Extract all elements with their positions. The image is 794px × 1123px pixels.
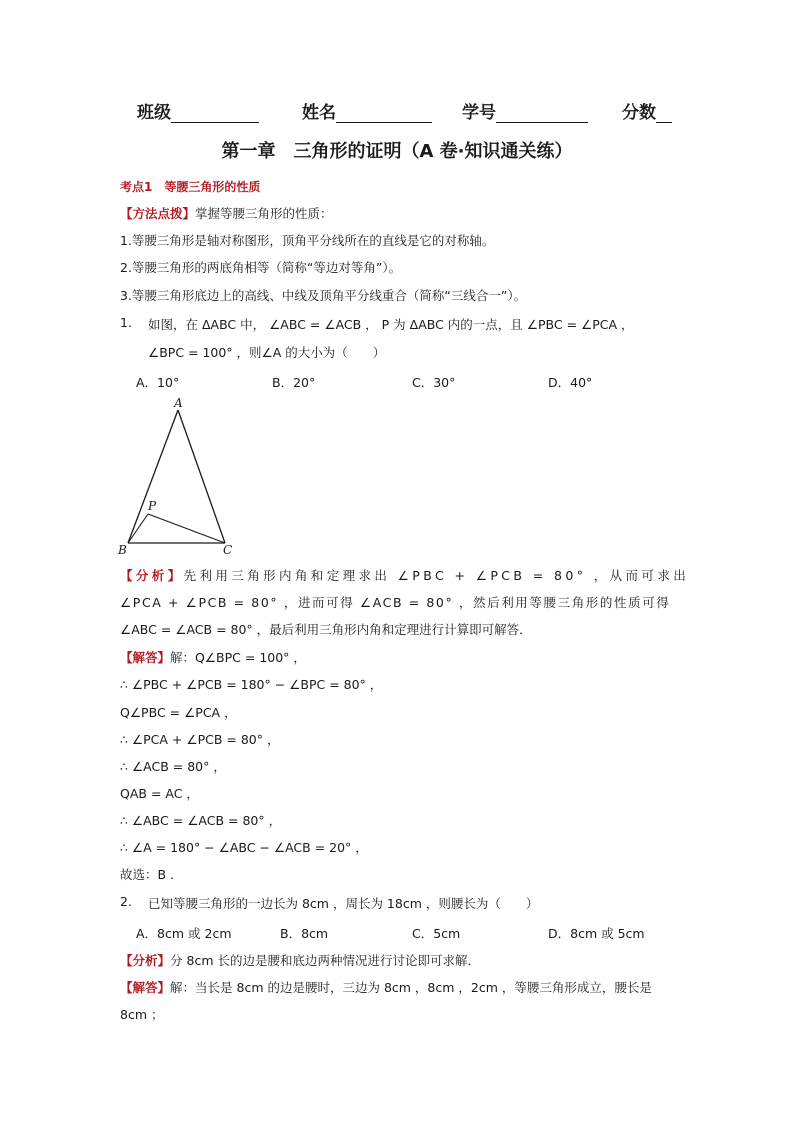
- q1-analysis-tag: 【分析】: [120, 568, 184, 583]
- kaodian-heading: 考点1 等腰三角形的性质: [120, 180, 261, 194]
- student-id-blank[interactable]: [496, 102, 588, 123]
- q1-analysis-line3: ∠ABC = ∠ACB = 80° ，最后利用三角形内角和定理进行计算即可解答．: [120, 622, 532, 637]
- q2-option-b[interactable]: B．8cm: [280, 926, 329, 941]
- q2-solution-text1: 解：当长是 8cm 的边是腰时，三边为 8cm ，8cm ，2cm ，等腰三角形成立，腰长是: [170, 980, 652, 995]
- q1-solution-line3: Q∠PBC = ∠PCA ，: [120, 705, 237, 720]
- q1-solution-line8: ∴ ∠A = 180° − ∠ABC − ∠ACB = 20° ，: [120, 840, 368, 855]
- q1-option-a[interactable]: A．10°: [136, 375, 180, 390]
- q1-solution-line9: 故选：B ．: [120, 867, 183, 882]
- q1-solution-line2: ∴ ∠PBC + ∠PCB = 180° − ∠BPC = 80° ，: [120, 677, 383, 692]
- name-blank[interactable]: [336, 102, 432, 123]
- method-point-1: 1.等腰三角形是轴对称图形，顶角平分线所在的直线是它的对称轴。: [120, 233, 495, 248]
- method-line: [120, 204, 333, 222]
- student-id-field: [462, 98, 588, 123]
- student-id-label: 学号: [462, 103, 496, 123]
- q1-analysis-line1: [120, 566, 689, 584]
- q1-solution-line5: ∴ ∠ACB = 80° ，: [120, 759, 226, 774]
- segment-bp: [128, 514, 148, 543]
- segment-pc: [148, 514, 225, 543]
- q2-solution-line1: [120, 978, 652, 996]
- q2-analysis-text: 分 8cm 长的边是腰和底边两种情况进行讨论即可求解．: [170, 953, 480, 968]
- q2-option-a[interactable]: A．8cm 或 2cm: [136, 926, 232, 941]
- q2-analysis-tag: 【分析】: [120, 953, 171, 968]
- q1-analysis-line2: ∠PCA + ∠PCB = 80° ，进而可得 ∠ACB = 80° ，然后利用等腰三角形的性质可得: [120, 595, 671, 610]
- q1-solution-line6: QAB = AC ，: [120, 786, 199, 801]
- q2-option-c[interactable]: C．5cm: [412, 926, 461, 941]
- side-ac: [178, 410, 225, 543]
- q2-analysis-line: [120, 951, 480, 969]
- vertex-label-a: A: [174, 396, 183, 410]
- q1-option-b[interactable]: B．20°: [272, 375, 316, 390]
- class-blank[interactable]: [171, 102, 259, 123]
- q2-stem: 已知等腰三角形的一边长为 8cm ，周长为 18cm ，则腰长为（ ）: [148, 896, 539, 911]
- vertex-label-b: B: [118, 543, 127, 557]
- class-label: 班级: [137, 103, 171, 123]
- vertex-label-c: C: [223, 543, 233, 557]
- q1-option-d[interactable]: D．40°: [548, 375, 593, 390]
- page-title: 第一章 三角形的证明（A 卷·知识通关练）: [221, 141, 573, 162]
- q1-solution-line1: [120, 648, 306, 666]
- method-text: 掌握等腰三角形的性质：: [195, 206, 333, 221]
- method-tag: 【方法点拨】: [120, 206, 196, 221]
- score-label: 分数: [622, 103, 656, 123]
- q2-solution-tag: 【解答】: [120, 980, 171, 995]
- name-label: 姓名: [302, 103, 336, 123]
- method-point-2: 2.等腰三角形的两底角相等（简称“等边对等角”）。: [120, 260, 402, 275]
- q2-solution-line2: 8cm ；: [120, 1007, 164, 1022]
- q1-stem-line1: 如图，在 ΔABC 中， ∠ABC = ∠ACB ， P 为 ΔABC 内的一点，且 ∠PBC = ∠PCA ，: [148, 317, 634, 332]
- q1-solution-line7: ∴ ∠ABC = ∠ACB = 80° ，: [120, 813, 282, 828]
- q1-option-c[interactable]: C．30°: [412, 375, 456, 390]
- q1-stem-line2: ∠BPC = 100° ，则∠A 的大小为（ ）: [148, 345, 386, 360]
- score-field: [622, 98, 672, 123]
- q1-analysis-text1: 先利用三角形内角和定理求出 ∠PBC + ∠PCB = 80° ，从而可求出: [183, 568, 690, 583]
- q1-solution-line4: ∴ ∠PCA + ∠PCB = 80° ，: [120, 732, 280, 747]
- method-point-3: 3.等腰三角形底边上的高线、中线及顶角平分线重合（简称“三线合一”）。: [120, 288, 527, 303]
- point-label-p: P: [148, 499, 157, 513]
- q2-option-d[interactable]: D．8cm 或 5cm: [548, 926, 645, 941]
- q1-solution-text1: 解：Q∠BPC = 100° ，: [170, 650, 306, 665]
- score-blank[interactable]: [656, 102, 672, 123]
- q2-number: 2.: [120, 894, 132, 909]
- name-field: [302, 98, 432, 123]
- triangle-figure: [110, 392, 250, 564]
- q1-solution-tag: 【解答】: [120, 650, 171, 665]
- class-field: [137, 98, 259, 123]
- q1-number: 1.: [120, 315, 132, 330]
